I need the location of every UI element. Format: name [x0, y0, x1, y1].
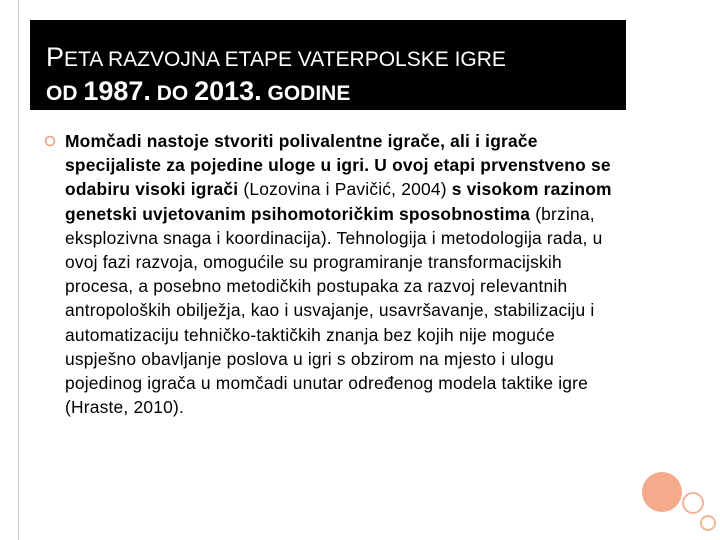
title-initial-cap: P — [46, 42, 65, 72]
bold-text-2: s visokom razinom genetski uvjetovanim psihomotoričkim sposobnostima — [65, 179, 612, 224]
decorative-circle-medium — [682, 492, 704, 514]
slide-content — [44, 129, 624, 419]
slide-title-bar — [30, 20, 626, 110]
slide-left-rule — [18, 0, 19, 540]
bullet-item — [44, 129, 624, 419]
title-year-end: 2013. — [194, 76, 262, 106]
decorative-circle-large — [642, 472, 682, 512]
hollow-circle-bullet-icon — [44, 134, 60, 150]
decorative-circle-small — [700, 515, 716, 531]
title-line1-text: ETA RAZVOJNA ETAPE VATERPOLSKE IGRE — [64, 48, 506, 71]
title-line2-do: DO — [150, 82, 195, 105]
title-line2-od: OD — [46, 82, 84, 105]
normal-text-1: (Lozovina i Pavičić, 2004) — [238, 179, 452, 200]
bold-text-1: Momčadi nastoje stvoriti polivalentne igrače, ali i igrače specijaliste za pojedine uloge u igri. U ovoj etapi prvenstveno se odabiru visoki igrači — [65, 131, 611, 200]
title-line2-godine: GODINE — [261, 82, 351, 105]
slide-title-line2 — [46, 77, 626, 108]
bullet-paragraph — [65, 129, 624, 419]
title-year-start: 1987. — [83, 76, 151, 106]
slide-title-line1 — [46, 43, 626, 74]
normal-text-2: (brzina, eksplozivna snaga i koordinacija). Tehnologija i metodologija rada, u ovoj fazi razvoja, omogućile su programiranje transformacijskih procesa, a posebno metodičkih postupaka za razvoj relevantnih antropoloških obilježja, kao i usvajanje, usavršavanje, stabilizaciju i automatizaciju tehničko-taktičkih znanja bez kojih nije moguće uspješno obavljanje poslova u igri s obzirom na mjesto i ulogu pojedinog igrača u momčadi unutar određenog modela taktike igre (Hraste, 2010). — [65, 203, 603, 418]
